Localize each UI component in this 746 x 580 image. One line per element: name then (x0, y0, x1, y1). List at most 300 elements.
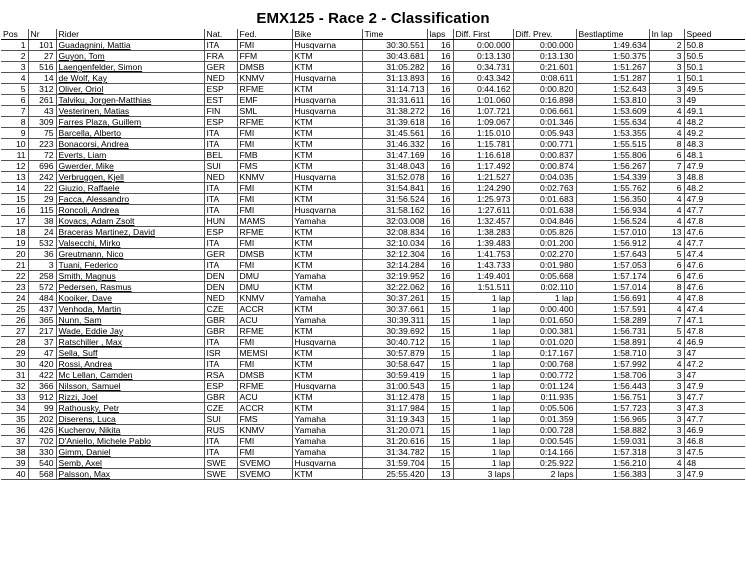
table-cell: 0:04.035 (513, 172, 576, 183)
table-cell: 1:43.733 (453, 260, 513, 271)
table-cell: 3 (28, 260, 56, 271)
table-cell: FIN (204, 106, 237, 117)
table-cell: 0:00.874 (513, 161, 576, 172)
table-cell: 31:48.043 (362, 161, 427, 172)
table-cell: 4 (649, 337, 684, 348)
table-row (1, 238, 745, 249)
table-cell: 0:08.611 (513, 73, 576, 84)
table-cell: 702 (28, 436, 56, 447)
table-cell: 47.2 (684, 359, 745, 370)
table-row (1, 62, 745, 73)
table-cell: 0:02.110 (513, 282, 576, 293)
table-cell: 0:06.661 (513, 106, 576, 117)
table-cell: Yamaha (292, 293, 362, 304)
table-cell: 31:19.343 (362, 414, 427, 425)
table-row (1, 381, 745, 392)
table-cell: 47.3 (684, 403, 745, 414)
table-cell: 0:00.837 (513, 150, 576, 161)
table-cell: 1 lap (453, 447, 513, 458)
table-cell: 47.9 (684, 469, 745, 480)
column-header: Nr (28, 29, 56, 40)
table-cell: KTM (292, 150, 362, 161)
table-row (1, 172, 745, 183)
table-cell: 0:00.728 (513, 425, 576, 436)
table-cell: 3 (649, 469, 684, 480)
table-cell: 31:45.561 (362, 128, 427, 139)
table-cell: 3 (649, 447, 684, 458)
table-cell: 43 (28, 106, 56, 117)
table-cell: 1:01.060 (453, 95, 513, 106)
table-cell: 4 (1, 73, 28, 84)
table-cell: 0:01.650 (513, 315, 576, 326)
table-cell: 1:15.781 (453, 139, 513, 150)
table-cell: 12 (1, 161, 28, 172)
table-cell: 1:58.882 (576, 425, 649, 436)
table-cell: 16 (427, 260, 453, 271)
table-cell: 1:38.283 (453, 227, 513, 238)
table-cell: 15 (427, 403, 453, 414)
table-cell: 10 (1, 139, 28, 150)
table-cell: KTM (292, 326, 362, 337)
table-row (1, 469, 745, 480)
table-header (1, 29, 745, 40)
table-cell: KTM (292, 359, 362, 370)
table-cell: 17 (1, 216, 28, 227)
table-cell: 16 (427, 161, 453, 172)
table-cell: KTM (292, 403, 362, 414)
table-cell: 47.8 (684, 326, 745, 337)
table-cell: 1:52.643 (576, 84, 649, 95)
table-cell: 1:51.511 (453, 282, 513, 293)
table-cell: 15 (427, 370, 453, 381)
table-cell: 6 (649, 260, 684, 271)
table-cell: 1 lap (513, 293, 576, 304)
table-cell: 4 (649, 117, 684, 128)
table-row (1, 40, 745, 51)
table-cell: 3 (649, 95, 684, 106)
table-cell: 1 (649, 73, 684, 84)
table-cell: 47.9 (684, 381, 745, 392)
table-cell: DMU (237, 271, 292, 282)
table-cell: KTM (292, 260, 362, 271)
table-cell: Verbruggen, Kjell (56, 172, 204, 183)
table-cell: 1 lap (453, 458, 513, 469)
table-cell: 532 (28, 238, 56, 249)
table-cell: 4 (649, 359, 684, 370)
table-cell: Venhoda, Martin (56, 304, 204, 315)
table-cell: 1:16.618 (453, 150, 513, 161)
table-cell: 4 (649, 238, 684, 249)
table-cell: Nunn, Sam (56, 315, 204, 326)
table-cell: Husqvarna (292, 106, 362, 117)
table-cell: FMI (237, 337, 292, 348)
table-cell: DEN (204, 282, 237, 293)
table-cell: 47.9 (684, 194, 745, 205)
table-cell: FMI (237, 128, 292, 139)
table-cell: 1 lap (453, 293, 513, 304)
table-cell: RFME (237, 227, 292, 238)
table-cell: ACU (237, 315, 292, 326)
table-cell: Diserens, Luca (56, 414, 204, 425)
table-cell: 28 (1, 337, 28, 348)
page-title: EMX125 - Race 2 - Classification (256, 10, 490, 27)
table-cell: 696 (28, 161, 56, 172)
table-cell: 15 (1, 194, 28, 205)
table-cell: NED (204, 172, 237, 183)
table-cell: 47.6 (684, 271, 745, 282)
table-cell: 21 (1, 260, 28, 271)
table-cell: 1:56.383 (576, 469, 649, 480)
table-cell: 7 (649, 161, 684, 172)
table-cell: 3 (649, 436, 684, 447)
table-cell: 7 (1, 106, 28, 117)
table-row (1, 249, 745, 260)
table-cell: 1:57.643 (576, 249, 649, 260)
table-cell: 36 (1, 425, 28, 436)
table-cell: Facca, Alessandro (56, 194, 204, 205)
table-cell: 30:59.419 (362, 370, 427, 381)
table-cell: 4 (649, 293, 684, 304)
table-cell: 0:00.768 (513, 359, 576, 370)
table-cell: 49.1 (684, 106, 745, 117)
table-cell: 1 lap (453, 425, 513, 436)
table-cell: 1:07.721 (453, 106, 513, 117)
table-cell: Gwerder, Mike (56, 161, 204, 172)
table-cell: KTM (292, 139, 362, 150)
table-cell: 0:14.166 (513, 447, 576, 458)
table-cell: 1:51.267 (576, 62, 649, 73)
table-cell: 30:30.551 (362, 40, 427, 51)
table-cell: SWE (204, 469, 237, 480)
table-cell: 16 (427, 227, 453, 238)
table-cell: 37 (1, 436, 28, 447)
table-cell: 16 (427, 128, 453, 139)
table-cell: 31:59.704 (362, 458, 427, 469)
table-cell: KTM (292, 227, 362, 238)
table-row (1, 436, 745, 447)
table-cell: 47.5 (684, 447, 745, 458)
table-cell: 1:57.053 (576, 260, 649, 271)
table-row (1, 414, 745, 425)
table-cell: 30:57.879 (362, 348, 427, 359)
table-cell: KTM (292, 469, 362, 480)
table-cell: Barcella, Alberto (56, 128, 204, 139)
table-cell: KNMV (237, 73, 292, 84)
column-header: Bestlaptime (576, 29, 649, 40)
table-cell: 46.9 (684, 337, 745, 348)
column-header: Rider (56, 29, 204, 40)
table-cell: 34 (1, 403, 28, 414)
table-cell: 1:57.174 (576, 271, 649, 282)
table-cell: 422 (28, 370, 56, 381)
table-cell: Palsson, Max (56, 469, 204, 480)
table-cell: 242 (28, 172, 56, 183)
table-cell: 0:34.731 (453, 62, 513, 73)
table-cell: 47.6 (684, 282, 745, 293)
table-cell: 18 (1, 227, 28, 238)
table-cell: 31:20.616 (362, 436, 427, 447)
table-cell: 365 (28, 315, 56, 326)
table-cell: 50.8 (684, 40, 745, 51)
table-cell: 16 (427, 106, 453, 117)
table-cell: RFME (237, 381, 292, 392)
table-cell: KTM (292, 249, 362, 260)
table-cell: 30:58.647 (362, 359, 427, 370)
table-cell: Husqvarna (292, 458, 362, 469)
table-cell: 7 (649, 315, 684, 326)
table-cell: DMSB (237, 62, 292, 73)
table-cell: 3 (649, 370, 684, 381)
table-cell: 0:05.826 (513, 227, 576, 238)
table-cell: Farres Plaza, Guillem (56, 117, 204, 128)
table-cell: 49 (684, 95, 745, 106)
table-cell: Yamaha (292, 436, 362, 447)
table-cell: 1:53.355 (576, 128, 649, 139)
table-cell: 16 (427, 150, 453, 161)
table-row (1, 348, 745, 359)
table-cell: 217 (28, 326, 56, 337)
table-cell: 309 (28, 117, 56, 128)
table-cell: 1:57.992 (576, 359, 649, 370)
table-cell: 1 (1, 40, 28, 51)
table-cell: 31:52.078 (362, 172, 427, 183)
column-header: Time (362, 29, 427, 40)
table-cell: FMI (237, 139, 292, 150)
table-cell: 47 (684, 348, 745, 359)
table-cell: 31:47.169 (362, 150, 427, 161)
table-cell: 0:13.130 (453, 51, 513, 62)
table-cell: 1:56.267 (576, 161, 649, 172)
table-cell: SWE (204, 458, 237, 469)
table-cell: 31:05.282 (362, 62, 427, 73)
table-cell: Guyon, Tom (56, 51, 204, 62)
table-cell: 3 (649, 62, 684, 73)
table-cell: 15 (427, 447, 453, 458)
table-cell: GBR (204, 326, 237, 337)
column-header: In lap (649, 29, 684, 40)
table-cell: Husqvarna (292, 73, 362, 84)
table-row (1, 458, 745, 469)
column-header: Speed (684, 29, 745, 40)
table-cell: 47 (684, 370, 745, 381)
table-cell: Husqvarna (292, 205, 362, 216)
table-cell: 0:05.668 (513, 271, 576, 282)
table-cell: ITA (204, 359, 237, 370)
table-cell: 16 (427, 271, 453, 282)
table-cell: 13 (427, 469, 453, 480)
table-cell: Yamaha (292, 447, 362, 458)
table-cell: SML (237, 106, 292, 117)
table-row (1, 337, 745, 348)
table-cell: 1:55.515 (576, 139, 649, 150)
table-cell: KTM (292, 238, 362, 249)
table-row (1, 403, 745, 414)
table-cell: 330 (28, 447, 56, 458)
table-cell: 13 (649, 227, 684, 238)
table-cell: 1:57.723 (576, 403, 649, 414)
table-cell: ITA (204, 40, 237, 51)
table-cell: ESP (204, 227, 237, 238)
table-cell: 31:46.332 (362, 139, 427, 150)
table-cell: Tuani, Federico (56, 260, 204, 271)
column-header: Pos (1, 29, 28, 40)
table-cell: 2 (1, 51, 28, 62)
table-row (1, 117, 745, 128)
table-cell: 4 (649, 205, 684, 216)
table-cell: 1 lap (453, 359, 513, 370)
table-cell: 50.1 (684, 73, 745, 84)
table-cell: 1:53.810 (576, 95, 649, 106)
table-cell: Wade, Eddie Jay (56, 326, 204, 337)
table-cell: 16 (427, 282, 453, 293)
table-cell: KTM (292, 62, 362, 73)
table-cell: FRA (204, 51, 237, 62)
table-cell: ITA (204, 183, 237, 194)
table-cell: 31:54.841 (362, 183, 427, 194)
table-cell: 1 lap (453, 304, 513, 315)
table-cell: 33 (1, 392, 28, 403)
table-cell: 46.9 (684, 425, 745, 436)
table-cell: Semb, Axel (56, 458, 204, 469)
table-cell: 15 (427, 304, 453, 315)
table-cell: 0:00.400 (513, 304, 576, 315)
table-cell: 312 (28, 84, 56, 95)
table-cell: GER (204, 62, 237, 73)
table-cell: Husqvarna (292, 95, 362, 106)
table-cell: 15 (427, 315, 453, 326)
table-cell: D'Aniello, Michele Pablo (56, 436, 204, 447)
table-cell: 40 (1, 469, 28, 480)
column-header: laps (427, 29, 453, 40)
table-cell: RFME (237, 84, 292, 95)
table-cell: 0:00.771 (513, 139, 576, 150)
column-header: Fed. (237, 29, 292, 40)
table-cell: 16 (427, 73, 453, 84)
table-cell: 0:01.359 (513, 414, 576, 425)
table-cell: 516 (28, 62, 56, 73)
table-cell: 0:05.506 (513, 403, 576, 414)
table-cell: 47.6 (684, 227, 745, 238)
table-cell: FMI (237, 447, 292, 458)
table-cell: 22 (1, 271, 28, 282)
table-cell: KNMV (237, 293, 292, 304)
table-cell: EST (204, 95, 237, 106)
table-cell: 912 (28, 392, 56, 403)
table-cell: 1:53.609 (576, 106, 649, 117)
table-cell: Smith, Magnus (56, 271, 204, 282)
table-cell: 1:59.031 (576, 436, 649, 447)
table-cell: ACCR (237, 403, 292, 414)
table-cell: 4 (649, 128, 684, 139)
table-cell: BEL (204, 150, 237, 161)
table-cell: 3 (1, 62, 28, 73)
table-cell: KNMV (237, 425, 292, 436)
table-cell: 0:00.772 (513, 370, 576, 381)
table-cell: 47.8 (684, 293, 745, 304)
table-row (1, 227, 745, 238)
table-cell: ITA (204, 447, 237, 458)
table-cell: 1:57.318 (576, 447, 649, 458)
table-cell: 30:39.311 (362, 315, 427, 326)
table-cell: Guadagnini, Mattia (56, 40, 204, 51)
table-cell: 48.1 (684, 150, 745, 161)
table-cell: 0:04.846 (513, 216, 576, 227)
table-cell: 25:55.420 (362, 469, 427, 480)
table-cell: Bonacorsi, Andrea (56, 139, 204, 150)
table-cell: ITA (204, 139, 237, 150)
table-cell: 4 (649, 106, 684, 117)
table-cell: FMS (237, 414, 292, 425)
table-cell: 0:00.381 (513, 326, 576, 337)
table-cell: 24 (28, 227, 56, 238)
table-row (1, 315, 745, 326)
table-cell: 15 (427, 392, 453, 403)
table-cell: 48.2 (684, 117, 745, 128)
table-cell: 72 (28, 150, 56, 161)
table-cell: Valsecchi, Mirko (56, 238, 204, 249)
table-cell: 16 (427, 194, 453, 205)
table-cell: 15 (427, 381, 453, 392)
table-row (1, 392, 745, 403)
table-cell: 15 (427, 293, 453, 304)
table-cell: 1 lap (453, 326, 513, 337)
table-cell: Talviku, Jorgen-Matthias (56, 95, 204, 106)
table-cell: GER (204, 249, 237, 260)
table-cell: 6 (649, 271, 684, 282)
table-cell: 31:38.272 (362, 106, 427, 117)
table-cell: 32:12.304 (362, 249, 427, 260)
table-cell: Vesterinen, Matias (56, 106, 204, 117)
table-row (1, 370, 745, 381)
table-cell: 1:54.339 (576, 172, 649, 183)
table-cell: FMI (237, 436, 292, 447)
table-cell: Rathousky, Petr (56, 403, 204, 414)
table-cell: 15 (427, 436, 453, 447)
table-cell: 4 (649, 194, 684, 205)
table-cell: 39 (1, 458, 28, 469)
table-cell: 484 (28, 293, 56, 304)
table-row (1, 304, 745, 315)
column-header: Diff. Prev. (513, 29, 576, 40)
table-cell: Mc Lellan, Camden (56, 370, 204, 381)
table-cell: 31:20.071 (362, 425, 427, 436)
table-cell: Laengenfelder, Simon (56, 62, 204, 73)
table-cell: 32:03.008 (362, 216, 427, 227)
table-cell: 1:41.753 (453, 249, 513, 260)
table-cell: de Wolf, Kay (56, 73, 204, 84)
table-cell: 1:24.290 (453, 183, 513, 194)
table-cell: 568 (28, 469, 56, 480)
table-cell: Ratschiller , Max (56, 337, 204, 348)
table-cell: 16 (427, 139, 453, 150)
table-cell: 14 (1, 183, 28, 194)
table-cell: 1:49.634 (576, 40, 649, 51)
table-cell: 31:00.543 (362, 381, 427, 392)
table-cell: Husqvarna (292, 40, 362, 51)
table-cell: 47.6 (684, 260, 745, 271)
table-cell: FMI (237, 238, 292, 249)
table-cell: 47.4 (684, 249, 745, 260)
table-cell: ITA (204, 205, 237, 216)
table-row (1, 216, 745, 227)
table-cell: Yamaha (292, 271, 362, 282)
table-cell: 15 (427, 337, 453, 348)
table-cell: DMSB (237, 249, 292, 260)
table-cell: 0:16.898 (513, 95, 576, 106)
table-cell: ITA (204, 128, 237, 139)
table-cell: 25 (1, 304, 28, 315)
table-cell: 0:02.763 (513, 183, 576, 194)
